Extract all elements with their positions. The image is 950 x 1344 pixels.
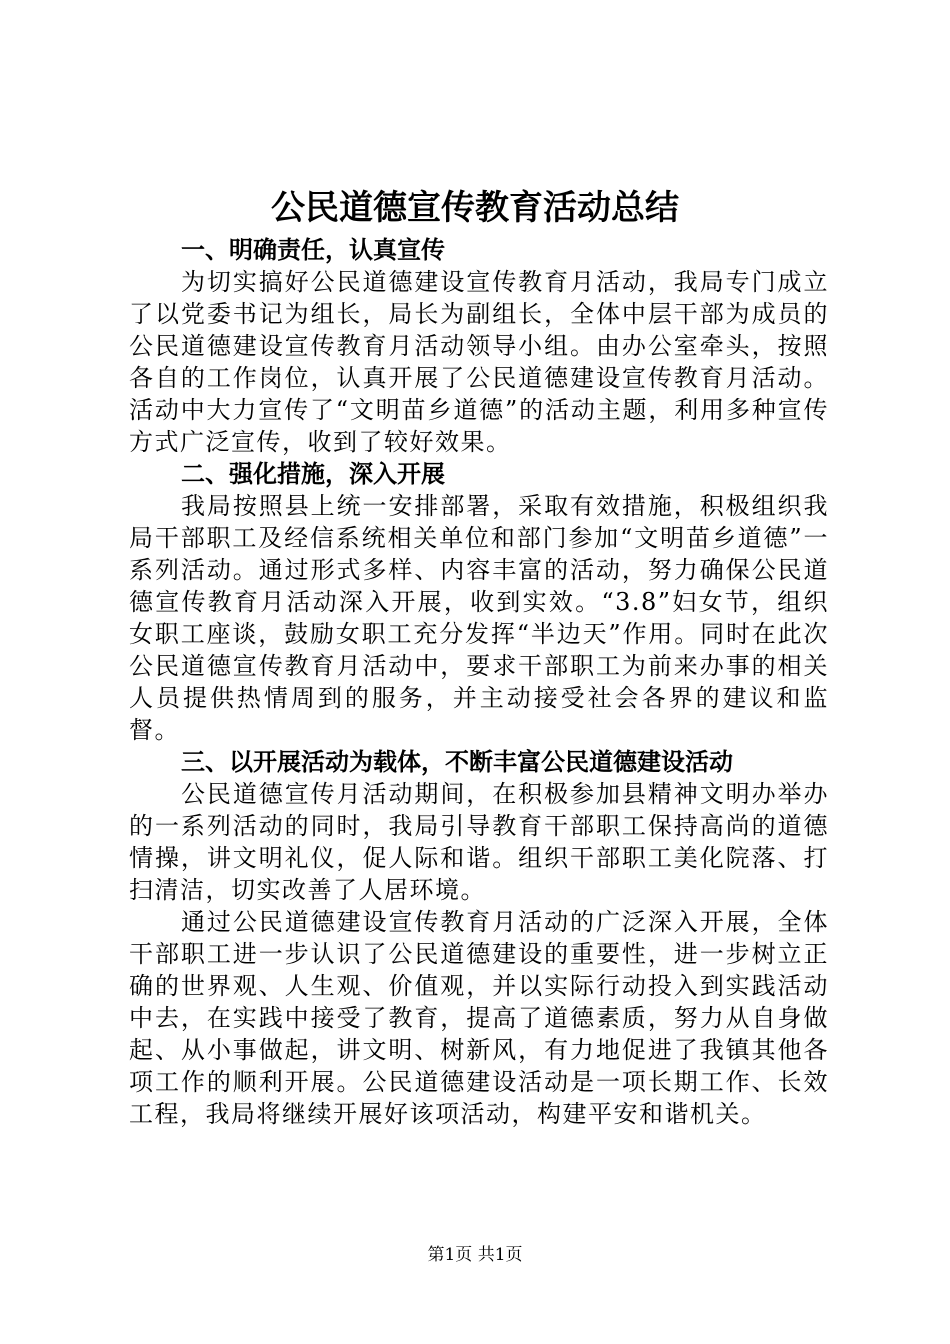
section-paragraph: 公民道德宣传月活动期间，在积极参加县精神文明办举办的一系列活动的同时，我局引导教育干部职工保持高尚的道德情操，讲文明礼仪，促人际和谐。组织干部职工美化院落、打扫清洁，切实改善了人居环境。 <box>129 780 829 904</box>
section-paragraph: 我局按照县上统一安排部署，采取有效措施，积极组织我局干部职工及经信系统相关单位和部门参加“文明苗乡道德”一系列活动。通过形式多样、内容丰富的活动，努力确保公民道德宣传教育月活动深入开展，收到实效。“3.8”妇女节，组织女职工座谈，鼓励女职工充分发挥“半边天”作用。同时在此次公民道德宣传教育月活动中，要求干部职工为前来办事的相关人员提供热情周到的服务，并主动接受社会各界的建议和监督。 <box>129 492 829 744</box>
section-heading: 二、强化措施，深入开展 <box>181 460 445 488</box>
section-paragraph: 通过公民道德建设宣传教育月活动的广泛深入开展，全体干部职工进一步认识了公民道德建设的重要性，进一步树立正确的世界观、人生观、价值观，并以实际行动投入到实践活动中去，在实践中接受了教育，提高了道德素质，努力从自身做起、从小事做起，讲文明、树新风，有力地促进了我镇其他各项工作的顺利开展。公民道德建设活动是一项长期工作、长效工程，我局将继续开展好该项活动，构建平安和谐机关。 <box>129 908 829 1128</box>
section-paragraph: 为切实搞好公民道德建设宣传教育月活动，我局专门成立了以党委书记为组长，局长为副组长，全体中层干部为成员的公民道德建设宣传教育月活动领导小组。由办公室牵头，按照各自的工作岗位，认真开展了公民道德建设宣传教育月活动。活动中大力宣传了“文明苗乡道德”的活动主题，利用多种宣传方式广泛宣传，收到了较好效果。 <box>129 268 829 456</box>
document-body <box>129 234 829 1130</box>
document-title: 公民道德宣传教育活动总结 <box>271 188 679 228</box>
page-footer: 第1页 共1页 <box>427 1245 523 1265</box>
section-heading: 一、明确责任，认真宣传 <box>181 236 445 264</box>
section-heading: 三、以开展活动为载体，不断丰富公民道德建设活动 <box>181 748 733 776</box>
